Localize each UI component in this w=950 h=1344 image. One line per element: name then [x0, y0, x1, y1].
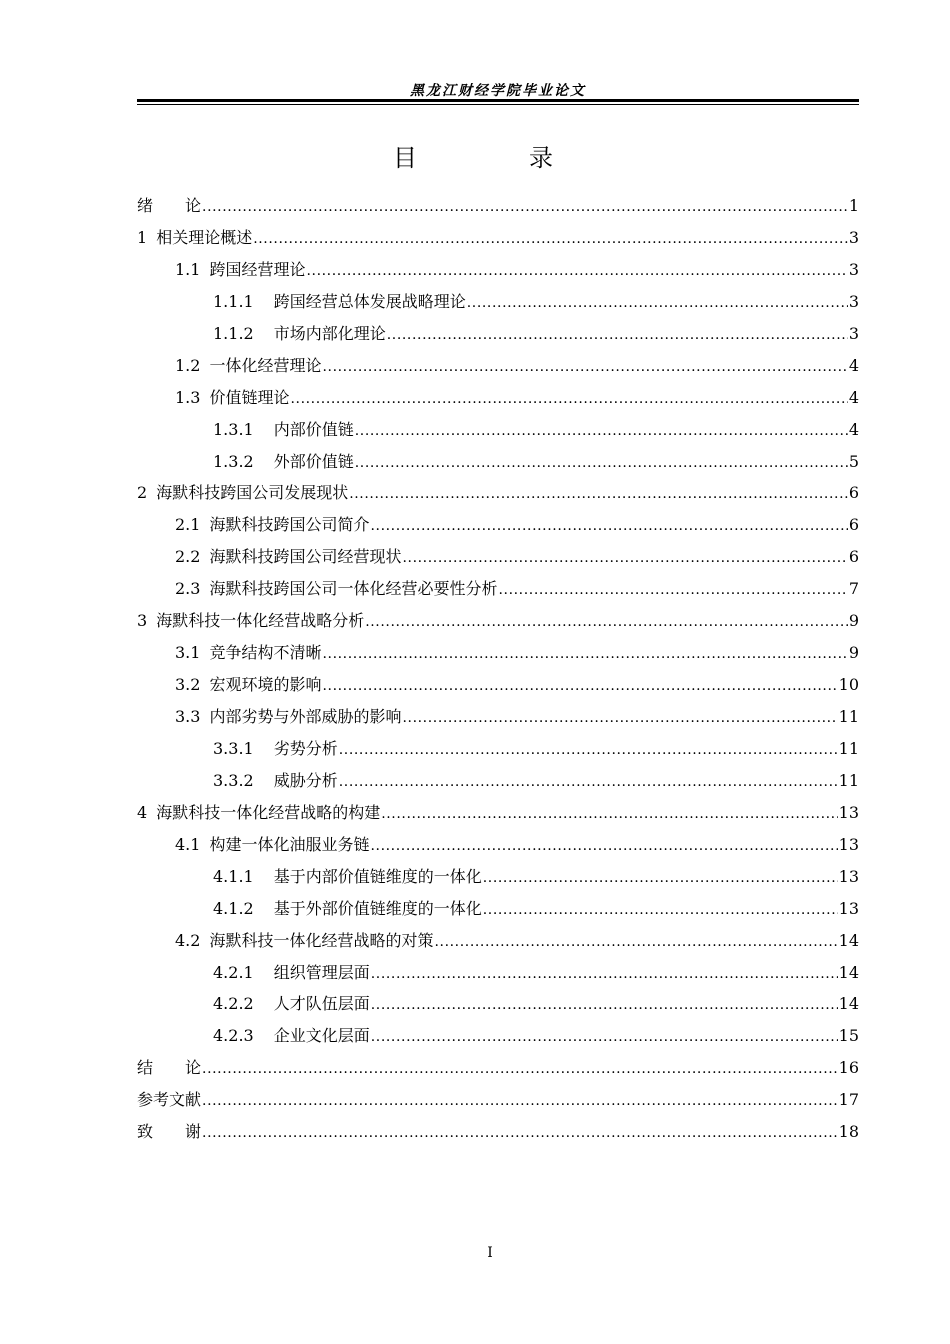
toc-entry-number: 1.1: [175, 259, 201, 279]
toc-entry-number: 2.1: [175, 515, 201, 535]
toc-entry-label: 构建一体化油服业务链: [209, 834, 370, 854]
toc-entry-page: 4: [848, 419, 859, 439]
toc-entry-number: 4.2.3: [213, 1026, 254, 1046]
toc-entry[interactable]: [137, 637, 859, 669]
table-of-contents: [137, 190, 859, 1148]
header-rule-thin: [137, 104, 859, 105]
toc-leader-dots: [339, 767, 838, 799]
toc-leader-dots: [322, 352, 847, 384]
toc-entry-number: 4: [137, 802, 148, 822]
toc-entry-page: 13: [838, 802, 859, 822]
toc-entry-label: 基于内部价值链维度的一体化: [273, 866, 482, 886]
toc-entry[interactable]: [137, 765, 859, 797]
toc-entry-page: 3: [848, 227, 859, 247]
toc-entry-page: 11: [838, 770, 859, 790]
toc-entry[interactable]: [137, 509, 859, 541]
toc-entry[interactable]: [137, 1052, 859, 1084]
toc-leader-dots: [498, 575, 847, 607]
toc-leader-dots: [322, 639, 847, 671]
toc-entry[interactable]: [137, 286, 859, 318]
toc-entry-number: 3: [137, 611, 148, 631]
toc-entry[interactable]: [137, 1116, 859, 1148]
toc-leader-dots: [381, 799, 837, 831]
toc-entry[interactable]: [137, 861, 859, 893]
toc-entry[interactable]: [137, 190, 859, 222]
toc-entry-label: 参考文献: [137, 1090, 202, 1110]
toc-entry-label: 绪 论: [137, 196, 202, 215]
toc-entry-page: 4: [848, 355, 859, 375]
toc-entry-label: 跨国经营理论: [209, 259, 306, 279]
toc-title: 目 录: [393, 144, 597, 172]
toc-entry-number: 4.1.1: [213, 866, 254, 886]
toc-entry-number: 1.1.2: [213, 323, 254, 343]
toc-entry-page: 11: [838, 738, 859, 758]
toc-leader-dots: [202, 1118, 838, 1150]
toc-entry[interactable]: [137, 350, 859, 382]
toc-entry-page: 1: [848, 196, 859, 215]
toc-leader-dots: [370, 831, 837, 863]
toc-leader-dots: [290, 384, 847, 416]
toc-entry-number: 3.1: [175, 643, 201, 663]
toc-entry-page: 17: [838, 1090, 859, 1110]
toc-entry-label: 宏观环境的影响: [209, 675, 322, 695]
toc-entry-number: 1.1.1: [213, 291, 254, 311]
toc-entry[interactable]: [137, 797, 859, 829]
toc-entry-page: 13: [838, 898, 859, 918]
toc-entry-number: 3.3: [175, 707, 201, 726]
toc-entry-page: 3: [848, 291, 859, 311]
toc-leader-dots: [202, 192, 848, 224]
toc-entry-label: 威胁分析: [273, 770, 338, 790]
toc-entry[interactable]: [137, 477, 859, 509]
toc-entry-number: 3.3.2: [213, 770, 254, 790]
toc-entry[interactable]: [137, 541, 859, 573]
toc-entry[interactable]: [137, 573, 859, 605]
toc-entry-page: 15: [838, 1026, 859, 1046]
toc-entry-page: 13: [838, 834, 859, 854]
toc-leader-dots: [322, 671, 837, 703]
toc-entry-label: 人才队伍层面: [273, 994, 370, 1014]
toc-leader-dots: [365, 607, 848, 639]
toc-entry-label: 结 论: [137, 1058, 202, 1078]
toc-entry-number: 1.3.1: [213, 419, 254, 439]
toc-leader-dots: [339, 735, 838, 767]
toc-entry-number: 1.2: [175, 355, 201, 375]
toc-entry-label: 海默科技一体化经营战略分析: [156, 611, 365, 631]
toc-entry-number: 1: [137, 227, 148, 247]
toc-entry[interactable]: [137, 957, 859, 989]
toc-entry-label: 价值链理论: [209, 387, 290, 407]
toc-entry-page: 13: [838, 866, 859, 886]
toc-entry-page: 16: [838, 1058, 859, 1078]
toc-entry[interactable]: [137, 318, 859, 350]
toc-leader-dots: [202, 1086, 838, 1118]
toc-entry-label: 一体化经营理论: [209, 355, 322, 375]
toc-entry-label: 海默科技一体化经营战略的对策: [209, 930, 434, 950]
toc-entry-page: 9: [848, 643, 859, 663]
toc-entry[interactable]: [137, 925, 859, 957]
toc-entry-number: 1.3: [175, 387, 201, 407]
toc-entry[interactable]: [137, 829, 859, 861]
toc-entry-page: 14: [838, 930, 859, 950]
toc-entry-number: 3.2: [175, 675, 201, 695]
toc-entry-page: 6: [848, 483, 859, 503]
toc-entry-page: 3: [848, 323, 859, 343]
toc-entry[interactable]: [137, 893, 859, 925]
toc-entry-label: 内部价值链: [273, 419, 354, 439]
toc-entry-page: 11: [838, 707, 859, 726]
toc-entry-label: 海默科技一体化经营战略的构建: [156, 802, 381, 822]
toc-entry-page: 9: [848, 611, 859, 631]
toc-entry-page: 18: [838, 1122, 859, 1142]
toc-entry-label: 竞争结构不清晰: [209, 643, 322, 663]
toc-entry-number: 4.2.2: [213, 994, 254, 1014]
toc-entry-label: 劣势分析: [273, 738, 338, 758]
toc-entry-page: 4: [848, 387, 859, 407]
toc-entry-number: 2.3: [175, 579, 201, 599]
toc-entry-label: 海默科技跨国公司经营现状: [209, 547, 402, 567]
toc-entry-page: 14: [838, 994, 859, 1014]
toc-entry-page: 6: [848, 515, 859, 535]
toc-entry[interactable]: [137, 414, 859, 446]
toc-entry-label: 组织管理层面: [273, 962, 370, 982]
toc-leader-dots: [387, 320, 848, 352]
toc-entry-number: 3.3.1: [213, 738, 254, 758]
page-number: I: [487, 1245, 493, 1261]
toc-leader-dots: [483, 863, 838, 895]
toc-leader-dots: [306, 256, 847, 288]
toc-leader-dots: [202, 1054, 838, 1086]
toc-entry-page: 5: [848, 451, 859, 471]
toc-entry-label: 相关理论概述: [156, 227, 253, 247]
toc-leader-dots: [370, 511, 847, 543]
toc-entry-page: 14: [838, 962, 859, 982]
toc-entry-label: 海默科技跨国公司发展现状: [156, 483, 349, 503]
toc-entry-number: 2.2: [175, 547, 201, 567]
toc-leader-dots: [371, 990, 838, 1022]
toc-entry-label: 外部价值链: [273, 451, 354, 471]
toc-entry-label: 跨国经营总体发展战略理论: [273, 291, 466, 311]
toc-entry-number: 1.3.2: [213, 451, 254, 471]
toc-entry[interactable]: [137, 1020, 859, 1052]
toc-entry-number: 4.1: [175, 834, 201, 854]
toc-leader-dots: [371, 1022, 838, 1054]
toc-entry-label: 市场内部化理论: [273, 323, 386, 343]
toc-leader-dots: [349, 479, 848, 511]
toc-entry-label: 海默科技跨国公司一体化经营必要性分析: [209, 579, 498, 599]
toc-leader-dots: [402, 703, 837, 735]
toc-entry-label: 企业文化层面: [273, 1026, 370, 1046]
toc-entry[interactable]: [137, 382, 859, 414]
toc-leader-dots: [355, 448, 848, 480]
toc-entry-number: 4.2.1: [213, 962, 254, 982]
toc-entry-page: 10: [838, 675, 859, 695]
toc-entry[interactable]: [137, 988, 859, 1020]
toc-entry[interactable]: [137, 701, 859, 733]
toc-entry[interactable]: [137, 605, 859, 637]
toc-leader-dots: [355, 416, 848, 448]
toc-entry[interactable]: [137, 669, 859, 701]
toc-entry[interactable]: [137, 446, 859, 478]
header-rule-thick: [137, 99, 859, 102]
toc-leader-dots: [371, 959, 838, 991]
toc-entry-label: 基于外部价值链维度的一体化: [273, 898, 482, 918]
toc-entry-page: 6: [848, 547, 859, 567]
toc-entry[interactable]: [137, 733, 859, 765]
toc-leader-dots: [402, 543, 847, 575]
toc-entry-page: 7: [848, 579, 859, 599]
toc-entry[interactable]: [137, 254, 859, 286]
toc-entry-page: 3: [848, 259, 859, 279]
toc-entry-label: 致 谢: [137, 1122, 202, 1142]
toc-entry-label: 内部劣势与外部威胁的影响: [209, 707, 402, 726]
toc-leader-dots: [253, 224, 848, 256]
running-header-title: 黑龙江财经学院毕业论文: [410, 83, 586, 99]
toc-entry[interactable]: [137, 1084, 859, 1116]
toc-entry-number: 4.1.2: [213, 898, 254, 918]
toc-leader-dots: [483, 895, 838, 927]
toc-leader-dots: [434, 927, 837, 959]
toc-entry-label: 海默科技跨国公司简介: [209, 515, 370, 535]
toc-entry-number: 2: [137, 483, 148, 503]
toc-leader-dots: [467, 288, 848, 320]
toc-entry-number: 4.2: [175, 930, 201, 950]
toc-entry[interactable]: [137, 222, 859, 254]
